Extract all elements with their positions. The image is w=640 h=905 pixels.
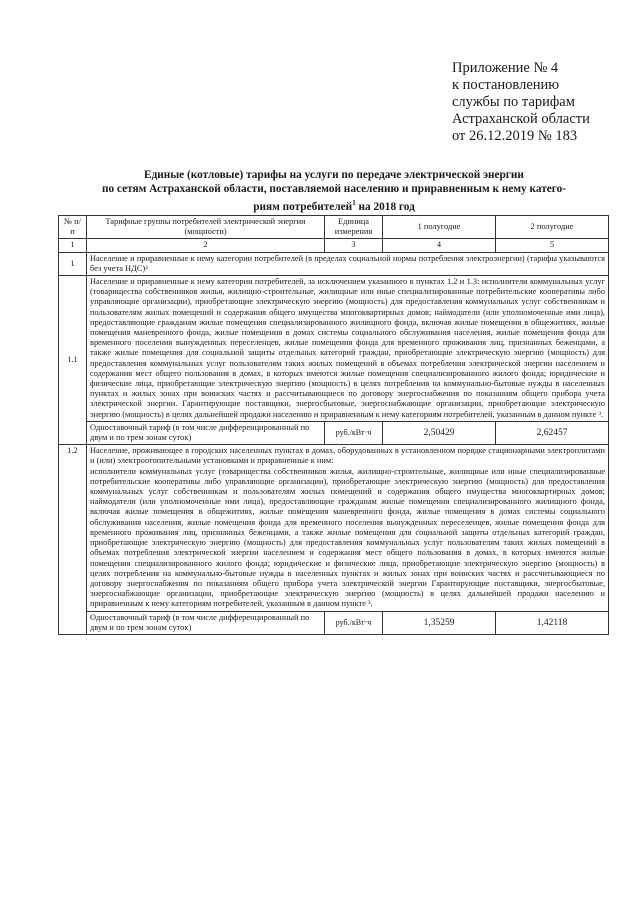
appendix-block: [452, 60, 632, 145]
header-row: [59, 216, 609, 239]
tariff-label: Одноставочный тариф (в том числе дифференцированный по двум и по трем зонам суток): [87, 611, 325, 634]
appendix-line: Приложение № 4: [452, 60, 559, 76]
row-num: 1: [59, 252, 87, 275]
colnum-cell: 3: [325, 239, 383, 252]
row-category-text: [87, 445, 609, 611]
title-line: [60, 196, 608, 214]
table-row: [59, 445, 609, 611]
header-group: Тарифные группы потребителей электрической энергии (мощности): [87, 216, 325, 239]
title-text: на 2018 год: [355, 200, 415, 213]
column-number-row: [59, 239, 609, 252]
row-category-text: Население и приравненные к нему категории потребителей (в пределах социальной нормы потребления электроэнергии) (тарифы указываются без учета НДС)²: [87, 252, 609, 275]
header-half1: 1 полугодие: [383, 216, 496, 239]
document-title: [60, 168, 608, 214]
row-num: 1.1: [59, 276, 87, 445]
appendix-line: к постановлению: [452, 77, 560, 93]
colnum-cell: 1: [59, 239, 87, 252]
header-unit: Единица измерения: [325, 216, 383, 239]
tariff-row: [59, 611, 609, 634]
colnum-cell: 2: [87, 239, 325, 252]
title-line: по сетям Астраханской области, поставляемой населению и приравненным к нему катего-: [101, 183, 567, 195]
appendix-line: службы по тарифам: [452, 94, 575, 110]
row-num: 1.2: [59, 445, 87, 635]
title-line: Единые (котловые) тарифы на услуги по передаче электрической энергии: [144, 169, 524, 181]
tariff-label: Одноставочный тариф (в том числе дифференцированный по двум и по трем зонам суток): [87, 421, 325, 444]
appendix-line: Астраханской области: [452, 111, 590, 127]
title-text: риям потребителей: [253, 200, 353, 213]
row-body-text: исполнители коммунальных услуг (товарищества собственников жилья, жилищно-строительные, жилищные или иные специализированные потребительские кооперативы либо управляющие организации), приобретающие электрическую энергию (мощность) для предоставления коммунальных услуг собственникам и пользователям жилых помещений и содержания общего имущества многоквартирных домов; наймодатели (или уполномоченные ими лица), предоставляющие гражданам жилые помещения специализированного жилищного фонда, включая жилые помещения в общежитиях, жилые помещения маневренного фонда, жилые помещения в домах системы социального обслуживания населения, жилые помещения фонда для временного поселения вынужденных переселенцев, жилые помещения фонда для временного проживания лиц, признанных беженцами, а также жилые помещения для социальной защиты отдельных категорий граждан, приобретающие электрическую энергию (мощность) для предоставления коммунальных услуг пользователям таких жилых помещений в объемах потребления электрической энергии населением и содержания мест общего пользования в домах, в которых имеются жилые помещения специализированного жилого фонда; юридические и физические лица, приобретающие электрическую энергию (мощность) в целях потребления на коммунально-бытовые нужды в населенных пунктах и жилых зонах при воинских частях и рассчитывающиеся по договору энергоснабжения по показаниям общего прибора учета электрической энергии Гарантирующие поставщики, энергосбытовые, энергоснабжающие организации, приобретающие электрическую энергию (мощность) в целях дальнейшей продажи населению и приравненным к нему категориям потребителей, указанным в данном пункте ³.: [90, 466, 605, 609]
header-num: № п/п: [59, 216, 87, 239]
tariff-row: [59, 421, 609, 444]
tariff-value-half1: 1,35259: [383, 611, 496, 634]
colnum-cell: 4: [383, 239, 496, 252]
colnum-cell: 5: [496, 239, 609, 252]
tariff-unit: руб./кВт·ч: [325, 421, 383, 444]
header-half2: 2 полугодие: [496, 216, 609, 239]
table-row: [59, 252, 609, 275]
table-row: [59, 276, 609, 422]
appendix-line: от 26.12.2019 № 183: [452, 128, 578, 144]
footnote-mark: 1: [352, 199, 356, 207]
tariff-value-half2: 1,42118: [496, 611, 609, 634]
row-category-text: Население и приравненные к нему категории потребителей, за исключением указанного в пунктах 1.2 и 1.3: исполнители коммунальных услуг (товарищества собственников жилья, жилищно-строительные, жилищные или иные специализированные потребительские кооперативы либо управляющие организации), приобретающие электрическую энергию (мощность) для предоставления коммунальных услуг собственникам и пользователям жилых помещений и содержания общего имущества многоквартирных домов; наймодатели (или уполномоченные ими лица), предоставляющие гражданам жилые помещения специализированного жилищного фонда, включая жилые помещения в общежитиях, жилые помещения маневренного фонда, жилые помещения в домах системы социального обслуживания населения, жилые помещения фонда для временного поселения вынужденных переселенцев, жилые помещения фонда для временного проживания лиц, признанных беженцами, а также жилые помещения для социальной защиты отдельных категорий граждан, приобретающие электрическую энергию (мощность) для предоставления коммунальных услуг пользователям таких жилых помещений в объемах потребления электрической энергии населением и содержания мест общего пользования в домах, в которых имеются жилые помещения специализированного жилого фонда; юридические и физические лица, приобретающие электрическую энергию (мощность) в целях потребления на коммунально-бытовые нужды в населенных пунктах и жилых зонах при воинских частях и рассчитывающиеся по договору энергоснабжения по показаниям общего прибора учета электрической энергии. Гарантирующие поставщики, энергосбытовые, энергоснабжающие организации, приобретающие электрическую энергию (мощность) в целях дальнейшей продажи населению и приравненным к нему категориям потребителей, указанным в данном пункте ³.: [87, 276, 609, 422]
tariff-unit: руб./кВт·ч: [325, 611, 383, 634]
tariff-value-half2: 2,62457: [496, 421, 609, 444]
row-intro-text: Население, проживающее в городских населенных пунктах в домах, оборудованных в установленном порядке стационарными электроплитами и (или) электроотопительными установками и приравненные к ним:: [90, 446, 605, 466]
tariff-table: [58, 215, 609, 635]
tariff-value-half1: 2,50429: [383, 421, 496, 444]
